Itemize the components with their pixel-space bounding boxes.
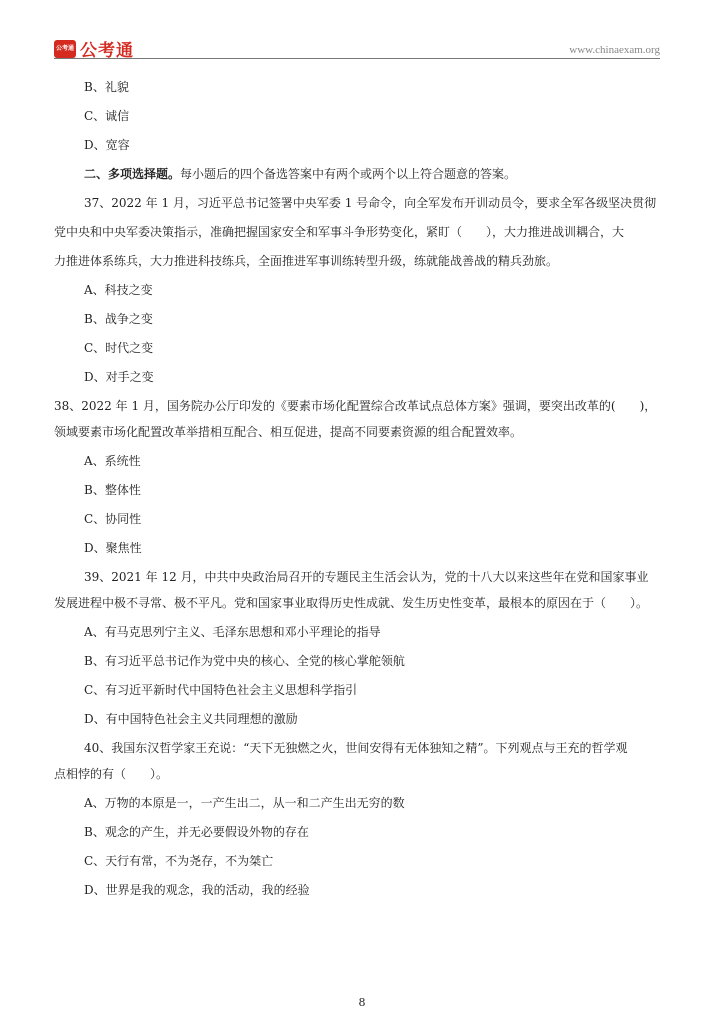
option-line: D、有中国特色社会主义共同理想的激励 (84, 712, 298, 726)
question-38-line: 38、2022 年 1 月，国务院办公厅印发的《要素市场化配置综合改革试点总体方案》强调，要突出改革的( )， (54, 399, 657, 413)
option-line: D、聚焦性 (84, 541, 142, 555)
question-40-line: 点相悖的有（ ）。 (54, 767, 169, 781)
page-header (0, 0, 724, 62)
option-line: C、有习近平新时代中国特色社会主义思想科学指引 (84, 683, 358, 697)
header-divider (54, 58, 660, 59)
option-line: A、科技之变 (84, 283, 153, 297)
option-line: A、万物的本原是一，一产生出二，从一和二产生出无穷的数 (84, 796, 405, 810)
option-line: C、天行有常，不为尧存，不为桀亡 (84, 854, 274, 868)
option-line: A、有马克思列宁主义、毛泽东思想和邓小平理论的指导 (84, 625, 381, 639)
option-line: D、世界是我的观念，我的活动，我的经验 (84, 883, 310, 897)
page-number: 8 (358, 996, 366, 1009)
option-line: B、有习近平总书记作为党中央的核心、全党的核心掌舵领航 (84, 654, 405, 668)
option-line: B、战争之变 (84, 312, 153, 326)
option-line: B、观念的产生，并无必要假设外物的存在 (84, 825, 309, 839)
site-url: www.chinaexam.org (569, 44, 660, 56)
question-39-line: 发展进程中极不寻常、极不平凡。党和国家事业取得历史性成就、发生历史性变革，最根本的原因在于（ ）。 (54, 596, 649, 610)
section-title-rest: 每小题后的四个备选答案中有两个或两个以上符合题意的答案。 (180, 167, 517, 181)
section-title-bold: 二、多项选择题。 (84, 167, 181, 181)
question-37-line: 力推进体系练兵，大力推进科技练兵，全面推进军事训练转型升级，练就能战善战的精兵劲旅。 (54, 254, 559, 268)
logo-text: 公考通 (80, 41, 134, 61)
option-line: D、对手之变 (84, 370, 154, 384)
option-line: C、时代之变 (84, 341, 154, 355)
option-line: A、系统性 (84, 454, 141, 468)
option-line: C、协同性 (84, 512, 142, 526)
logo-mark-icon: 公考通 (54, 40, 76, 58)
question-37-line: 党中央和中央军委决策指示，准确把握国家安全和军事斗争形势变化，紧盯（ ），大力推进战训耦合，大 (54, 225, 625, 239)
option-line: B、整体性 (84, 483, 141, 497)
question-37-line: 37、2022 年 1 月，习近平总书记签署中央军委 1 号命令，向全军发布开训动员令，要求全军各级坚决贯彻 (84, 196, 657, 210)
question-40-line: 40、我国东汉哲学家王充说：“天下无独燃之火，世间安得有无体独知之精”。下列观点与王充的哲学观 (84, 741, 628, 755)
question-38-line: 领域要素市场化配置改革举措相互配合、相互促进，提高不同要素资源的组合配置效率。 (54, 425, 523, 439)
option-line: B、礼貌 (84, 80, 129, 94)
question-39-line: 39、2021 年 12 月，中共中央政治局召开的专题民主生活会认为，党的十八大以来这些年在党和国家事业 (84, 570, 649, 584)
option-line: C、诚信 (84, 109, 130, 123)
section-title (84, 165, 516, 183)
option-line: D、宽容 (84, 138, 130, 152)
